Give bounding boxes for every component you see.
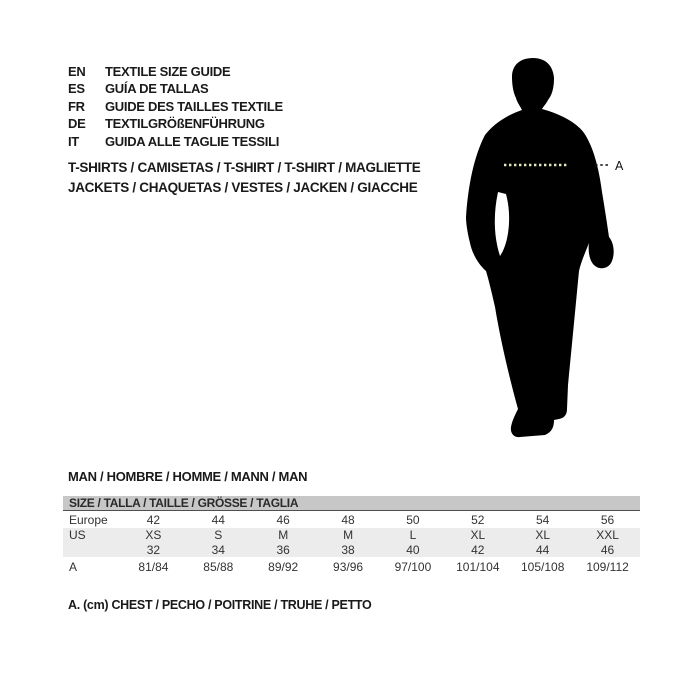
table-cell: 81/84 <box>138 559 169 574</box>
language-row <box>68 80 283 97</box>
table-cell: 52 <box>471 512 485 527</box>
language-label: GUIDE DES TAILLES TEXTILE <box>105 98 283 114</box>
language-row <box>68 115 283 132</box>
table-cell: 85/88 <box>203 559 234 574</box>
language-label: GUIDA ALLE TAGLIE TESSILI <box>105 133 280 149</box>
table-row-us <box>63 528 640 542</box>
man-silhouette-svg <box>430 50 650 450</box>
table-cell: XS <box>145 528 162 542</box>
table-cell: M <box>343 528 354 542</box>
measurement-figure <box>430 50 650 450</box>
table-cell: 101/104 <box>456 559 500 574</box>
table-cell: 50 <box>406 512 420 527</box>
table-cell: 97/100 <box>394 559 432 574</box>
language-code: FR <box>68 98 85 114</box>
product-line-tshirts: T-SHIRTS / CAMISETAS / T-SHIRT / T-SHIRT / MAGLIETTE <box>68 160 421 175</box>
row-label: Europe <box>69 512 108 527</box>
table-cell: 44 <box>211 512 225 527</box>
section-title: MAN / HOMBRE / HOMME / MANN / MAN <box>68 469 308 484</box>
table-cell: 40 <box>406 542 420 557</box>
table-row-numeric <box>63 542 640 557</box>
row-label: US <box>69 528 86 542</box>
language-code: DE <box>68 116 86 132</box>
table-cell: 44 <box>536 542 550 557</box>
table-cell: XL <box>535 528 551 542</box>
table-cell: XXL <box>596 528 619 542</box>
table-cell: 46 <box>600 542 615 557</box>
table-row-chest <box>63 557 640 576</box>
table-cell: 109/112 <box>586 559 629 574</box>
language-label: TEXTILGRÖßENFÜHRUNG <box>105 116 265 132</box>
product-types <box>68 158 420 197</box>
table-cell: 93/96 <box>333 559 364 574</box>
table-cell: 38 <box>341 542 355 557</box>
language-row <box>68 133 283 150</box>
language-code: ES <box>68 81 85 97</box>
language-label: GUÍA DE TALLAS <box>105 81 209 97</box>
language-list <box>68 63 283 150</box>
table-cell: 56 <box>600 512 615 527</box>
language-row <box>68 63 283 80</box>
size-table <box>63 496 640 576</box>
table-row-europe <box>63 511 640 528</box>
language-code: EN <box>68 64 86 79</box>
table-cell: 89/92 <box>268 559 299 574</box>
man-silhouette <box>466 58 614 437</box>
table-cell: 54 <box>536 512 550 527</box>
table-cell: 34 <box>211 542 225 557</box>
table-cell: M <box>278 528 289 542</box>
table-cell: S <box>214 528 223 542</box>
table-cell: 48 <box>341 512 355 527</box>
row-label: A <box>69 559 78 574</box>
table-cell: 42 <box>471 542 485 557</box>
measure-label-a: A <box>615 159 624 173</box>
table-cell: XL <box>470 528 486 542</box>
language-label: TEXTILE SIZE GUIDE <box>105 64 231 79</box>
product-line-jackets: JACKETS / CHAQUETAS / VESTES / JACKEN / GIACCHE <box>68 179 418 195</box>
table-cell: L <box>409 528 417 542</box>
table-cell: 105/108 <box>520 559 565 574</box>
table-cell: 36 <box>276 542 290 557</box>
language-row <box>68 98 283 115</box>
table-header: SIZE / TALLA / TAILLE / GRÖSSE / TAGLIA <box>63 496 640 511</box>
table-cell: 42 <box>146 512 161 527</box>
measurement-footnote: A. (cm) CHEST / PECHO / POITRINE / TRUHE / PETTO <box>68 598 372 612</box>
table-cell: 46 <box>276 512 290 527</box>
table-cell: 32 <box>146 542 161 557</box>
language-code: IT <box>68 133 79 149</box>
